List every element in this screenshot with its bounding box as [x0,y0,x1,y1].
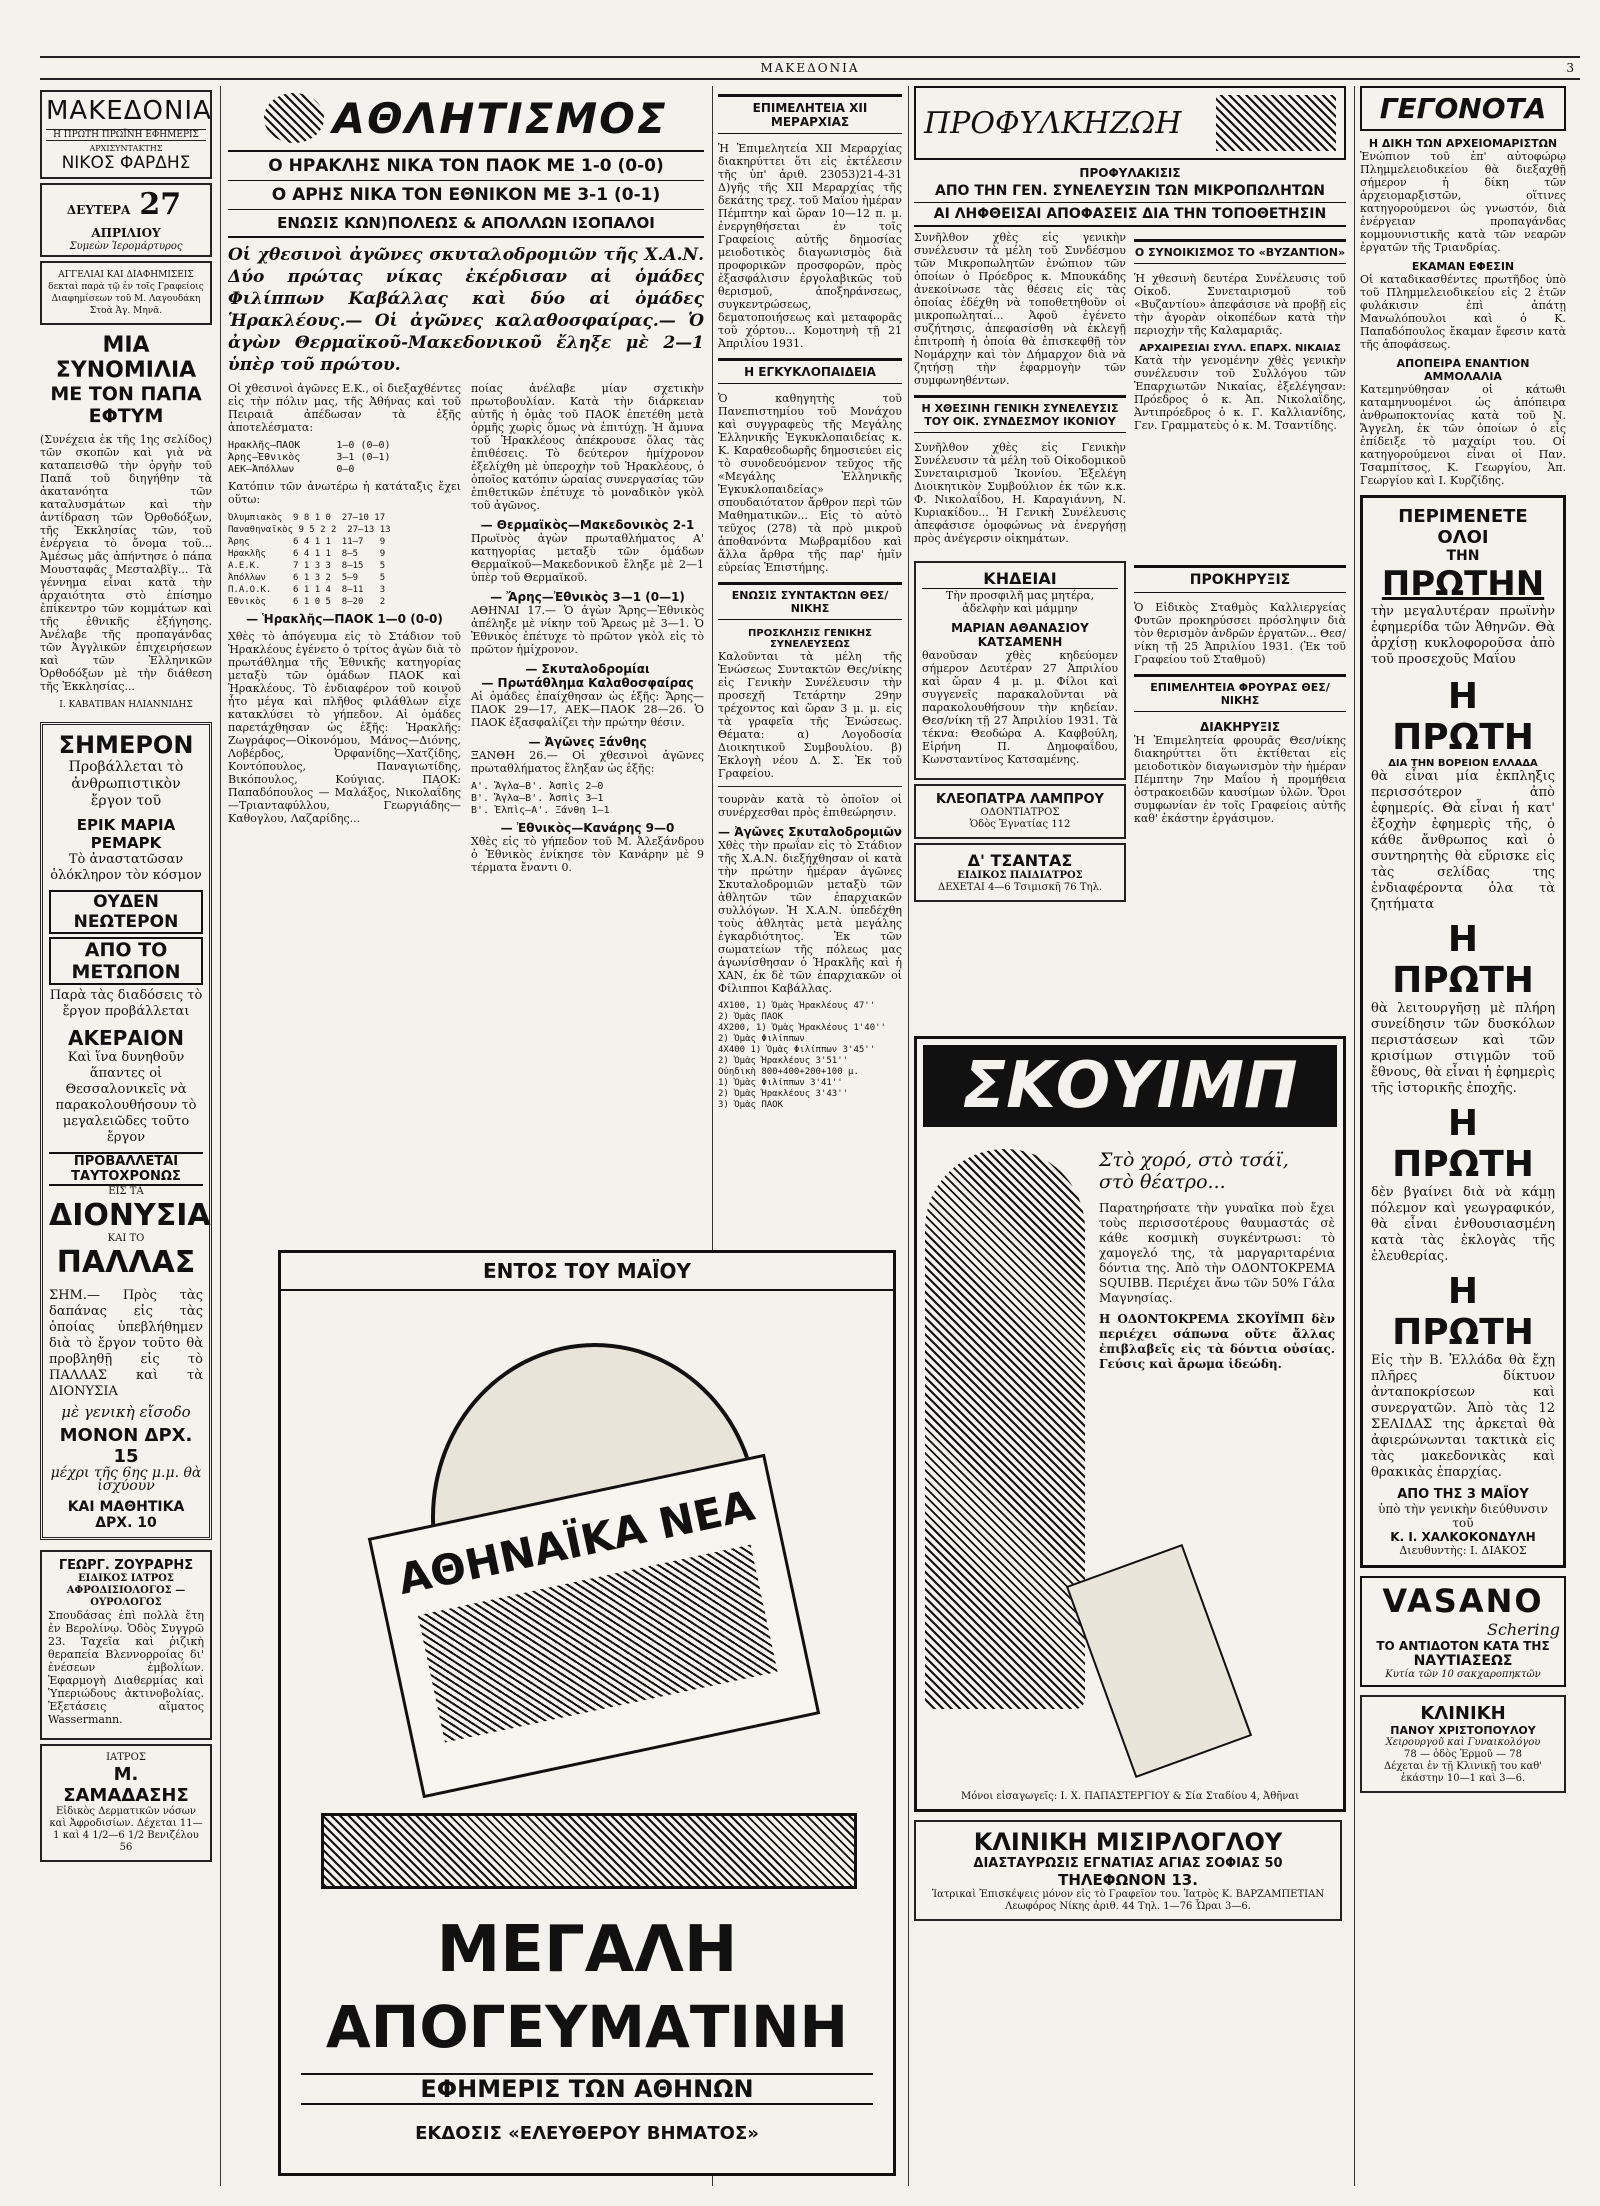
story-body: (Συνέχεια ἐκ τῆς 1ης σελίδος) τῶν σκοπῶν καὶ γιὰ νὰ καταπεισθῶ τὴν ὀργὴν τοῦ Παπᾶ τοῦ διηγήθην τὰ ἀκατανόητα τῶν καταλυσμάτων καὶ τὴν ἀντίδραση τῶν Ὀρθοδόξων, τῆς Ἐκκλησίας τῶν, τοῦ ἐνέργεια τὸ ὄνομα τοῦ... Ἀμέσως μᾶς ἀπήντησε ὁ πάπα Μουσταφᾶς Μεσταλβῖγ... Τὰ γέννημα εἶναι κατὰ τὴν ἀρχαιότητα στὸ ἐπίσημο ἐπίκεντρο τῶν κομμάτων καὶ τῆς ἐθνικῆς ἐξήγησης. Ἀνέλαβε τῆς προπαγάνδας τῶν Ἀγγλικῶν ἐπιχειρήσεων καὶ τῶν Ἑλληνικῶν Ὀρθοδόξων μὲ τὴν διάθεση τῆς Ἐκκλησίας... [40,433,212,693]
cinema-simul: ΠΡΟΒΑΛΛΕΤΑΙ ΤΑΥΤΟΧΡΟΝΩΣ [49,1152,203,1186]
proti-direction: ὑπὸ τὴν γενικὴν διεύθυνσιν τοῦ [1378,1502,1548,1530]
banner-figure-graphic [1216,95,1336,151]
misirloglou-clinic-ad [914,1820,1342,1921]
basketball-title: — Πρωτάθλημα Καλαθοσφαίρας [481,676,694,690]
proti-start: ΑΠΟ ΤΗΣ 3 ΜΑΪΟΥ [1397,1487,1529,1502]
vendors-col-a [914,231,1126,551]
proti-wait: ΠΕΡΙΜΕΝΕΤΕ ΟΛΟΙ [1398,506,1528,548]
dentist-name: ΚΛΕΟΠΑΤΡΑ ΛΑΜΠΡΟΥ [936,792,1104,807]
thermaikos-body: Πρωϊνὸς ἀγὼν πρωταθλήματος Α' κατηγορίας μεταξὺ τῶν ὁμάδων Θερμαϊκοῦ—Μακεδονικοῦ ἔληξε μὲ 2—1 ὑπὲρ τοῦ Θερμαϊκοῦ. [471,532,704,584]
canary-body: Χθὲς εἰς τὸ γήπεδον τοῦ Μ. Ἀλεξάνδρου ὁ Ἐθνικὸς ἐνίκησε τὸν Κανάρην μὲ 9 τέρματα ἔναντι 0. [471,835,704,874]
sports-lead: Οἱ χθεσινοὶ ἀγῶνες σκυταλοδρομιῶν τῆς Χ.Α.Ν. Δύο πρώτας νίκας ἐκέρδισαν αἱ ὁμάδες Φιλίππων Καβάλλας καὶ δύο αἱ ὁμάδες Ἡρακλέους.— Οἱ ἀγῶνες καλαθοσφαίρας.— Ὁ ἀγὼν Θερμαϊκοῦ-Μακεδονικοῦ ἔληξε μὲ 2—1 ὑπὲρ τοῦ πρώτου. [228,245,704,375]
cinema-and: ΚΑΙ ΤΟ [107,1233,145,1244]
cinema-venue-1: ΔΙΟΝΥΣΙΑ [49,1198,211,1233]
journalists-body: Καλοῦνται τὰ μέλη τῆς Ἑνώσεως Συντακτῶν Θες/νίκης εἰς Γενικὴν Συνέλευσιν τὴν προσεχῆ Τετάρτην 29ην τρέχοντος καὶ ὥραν 3 μ. μ. εἰς τὰ γραφεῖα τῆς Ἑνώσεως. Θέματα: α) Λογοδοσία Διοικητικοῦ Συμβουλίου. β) Ἐκλογὴ νέου Δ. Σ. Ἐκ τοῦ Γραφείου. [718,650,902,780]
squibb-body-2: Η ΟΔΟΝΤΟΚΡΕΜΑ ΣΚΟΥΪΜΠ δὲν περιέχει σάπωνα οὔτε ἄλλας ἐπιβλαβεῖς εἰς τὰ δόντια οὐσίας. Γεύσις καὶ ἄρωμα ἰδεώδη. [1099,1312,1335,1371]
prophylaxis-banner [914,86,1346,160]
squibb-tagline-2: στὸ θέατρο... [1099,1171,1226,1193]
relay-races-body: Χθὲς τὴν πρωΐαν εἰς τὸ Στάδιον τῆς Χ.Α.Ν. διεξήχθησαν οἱ κατὰ τὴν πρώτην ἡμέραν ἀγῶνες Σκυταλοδρομιῶν μεταξὺ τῶν ἀθλητῶν τῶν ἐπαρχιακῶν συλλόγων. Ἡ Χ.Α.Ν. ὑπεδέχθη τοὺς ἀθλητὰς μετὰ μεγάλης ἐγκαρδιότητος. Ἐκ τῶν σωματείων τῆς πόλεως μας ἀγωνίσθησαν ὁ Ἡρακλῆς καὶ ἡ ΧΑΝ, ἐκ δὲ τῶν ἐπαρχιακῶν οἱ Φίλιπποι Καβάλλας. [718,839,902,995]
story-title-line2: ΜΕ ΤΟΝ ΠΑΠΑ ΕΦΤΥΜ [50,383,202,427]
sports-body-col-a [228,382,461,880]
squibb-body: Παρατηρήσατε τὴν γυναῖκα ποὺ ἔχει τοὺς περισσοτέρους θαυμαστάς σὲ κάθε κοσμικὴ συγκέντρωσι: τὸ χαμογελό της, τὰ μαργαριταρένια δόντια της. Ἀπὸ τὴν ΟΔΟΝΤΟΚΡΕΜΑ SQUIBB. Περιέχει ἄνω τῶν 50% Γάλα Μαγνησίας. [1099,1201,1335,1305]
pediatrician-ad [914,843,1126,902]
vendors-col-b [1134,231,1346,551]
cinema-author: ΕΡΙΚ ΜΑΡΙΑ ΡΕΜΑΡΚ [76,816,176,852]
journalists-title: ΕΝΩΣΙΣ ΣΥΝΤΑΚΤΩΝ ΘΕΣ/ΝΙΚΗΣ [718,582,902,620]
squibb-text [1099,1149,1335,1378]
toothpaste-tube-graphic [1066,1544,1252,1778]
appeal-title: ΕΚΑΜΑΝ ΕΦΕΣΙΝ [1411,260,1515,273]
cinema-p1: Παρὰ τὰς διαδόσεις τὸ ἔργον προβάλλεται [49,988,203,1019]
ad-paper-name: ΑΘΗΝΑΪΚΑ ΝΕΑ [393,1480,759,1605]
date-day: 27 [139,187,182,222]
doctor-ad [40,1550,212,1740]
sports-body-col-b [471,382,704,880]
vendors-body [914,231,1346,551]
cinema-desc: Τὸ ἀναστατῶσαν ὁλόκληρον τὸν κόσμον [50,852,202,883]
masthead-subtitle: Η ΠΡΩΤΗ ΠΡΩΪΝΗ ΕΦΗΜΕΡΙΣ [46,129,206,141]
cinema-uncut: ΑΚΕΡΑΙΟΝ [68,1026,184,1050]
thermaikos-title: — Θερμαϊκὸς—Μακεδονικὸς 2-1 [480,518,695,532]
doctor-body: Σπουδάσας ἐπὶ πολλὰ ἔτη ἐν Βερολίνῳ. Ὁδὸς Συγγρῶ 23. Ταχεῖα καὶ ῥιζικὴ θεραπεία Βλεννορροίας δι' ἐνέσεων ἐμβολίων. Ἐφαρμογὴ Διαθερμίας καὶ Ὑπεριώδους ἀκτινοβολίας. Ἐξετάσεις αἵματος Wassermann. [48,1609,204,1726]
proti-text-1: τὴν μεγαλυτέραν πρωϊνὴν ἐφημερίδα τῶν Ἀθηνῶν. Θὰ ἀρχίσῃ κυκλοφοροῦσα ἀπὸ τοῦ προσεχοῦς Μαΐου [1371,604,1555,667]
aris-title: — Ἄρης—Ἐθνικὸς 3—1 (0—1) [490,590,685,604]
garrison-title: ΕΠΙΜΕΛΗΤΕΙΑ ΦΡΟΥΡΑΣ ΘΕΣ/ΝΙΚΗΣ [1134,674,1346,712]
clinic-address: ΔΙΑΣΤΑΥΡΩΣΙΣ ΕΓΝΑΤΙΑΣ ΑΓΙΑΣ ΣΟΦΙΑΣ 50 [973,1856,1283,1871]
date-saint: Συμεὼν Ἱερομάρτυρος [69,241,183,252]
column-rule [220,86,221,2186]
proti-heading-3: Η ΠΡΩΤΗ [1392,1103,1534,1185]
attempt-title: ΑΠΟΠΕΙΡΑ ΕΝΑΝΤΙΟΝ ΑΜΜΟΛΑΛΙΑ [1396,357,1530,383]
vendors-headline: ΑΠΟ ΤΗΝ ΓΕΝ. ΣΥΝΕΛΕΥΣΙΝ ΤΩΝ ΜΙΚΡΟΠΩΛΗΤΩΝ [914,180,1346,203]
column-sports [228,86,704,1236]
obituary-body: θανοῦσαν χθὲς κηδεύομεν σήμερον Δευτέραν 27 Ἀπριλίου καὶ ὥραν 4 μ. μ. Φίλοι καὶ συγγενεῖς παρακαλοῦνται νὰ παρακολουθήσουν τὴν κηδείαν. Θεσ/νίκη τῇ 27 Ἀπριλίου 1931. Τὰ τέκνα: Θεοδώρα Α. Καφβούλη, Εἰρήνη Π. Δημοφαΐδου, Κωνσταντίνος Κατσαμένης. [922,649,1118,766]
ad-publisher: ΕΚΔΟΣΙΣ «ΕΛΕΥΘΕΡΟΥ ΒΗΜΑΤΟΣ» [415,2123,759,2144]
sports-headline-2: Ο ΑΡΗΣ ΝΙΚΑ ΤΟΝ ΕΘΝΙΚΟΝ ΜΕ 3-1 (0-1) [228,181,704,210]
proti-text-4: δὲν βγαίνει διὰ νὰ κάμῃ πόλεμον καὶ γεωγραφικόν, θὰ εἶναι ἐνθουσιασμένη κατὰ τὰς ἐκλογὰς τῆς ἐλευθερίας. [1371,1185,1555,1264]
squibb-woman-graphic [925,1149,1085,1709]
nikaia-body: Κατὰ τὴν γενομένην χθὲς γενικὴν συνέλευσιν τοῦ Συλλόγου τῶν Ἐπαρχιωτῶν Νικαίας, ἐξελέγησαν: Πρόεδρος ὁ κ. Ἀπ. Νικολαΐδης, Ἀντιπρόεδρος ὁ κ. Γ. Καλλιανίδης, Γεν. Γραμματεὺς ὁ κ. Μ. Τσαντίδης. [1134,354,1346,432]
cinema-intro: Προβάλλεται τὸ ἀνθρωπιστικὸν ἔργον τοῦ [68,759,184,809]
vendors-subheadline: ΑΙ ΛΗΦΘΕΙΣΑΙ ΑΠΟΦΑΣΕΙΣ ΔΙΑ ΤΗΝ ΤΟΠΟΘΕΤΗΣΙΝ [914,203,1346,227]
proclamation-title: ΠΡΟΚΗΡΥΞΙΣ [1134,565,1346,593]
doctor2-name: Μ. ΣΑΜΑΔΑΣΗΣ [63,1764,189,1806]
football-icon [264,93,324,143]
column-rule [908,86,909,2186]
sports-section-title: ΑΘΛΗΤΙΣΜΟΣ [332,93,668,143]
continuation-body: τουρνὰν κατὰ τὸ ὁποῖον οἱ συνέρχεσθαι πρὸς ἐπιθεώρησιν. [718,793,902,819]
match-title: — Ἡρακλῆς—ΠΑΟΚ 1—0 (0-0) [246,612,443,626]
story-signature: Ι. ΚΑΒΑΤΙΒΑΝ ΗΛΙΑΝΝΙΔΗΣ [59,700,193,710]
pediatrician-body: ΔΕΧΕΤΑΙ 4—6 Τσιμισκῆ 76 Τηλ. [937,882,1103,893]
events-title: ΓΕΓΟΝΟΤΑ [1360,86,1566,131]
proti-ad [1360,495,1566,1568]
banner-script-title: ΠΡΟΦΥΛΚΗΖΩΗ [924,105,1182,141]
date-box [40,183,212,257]
page-header-strip [40,56,1580,80]
cinema-note: ΣΗΜ.— Πρὸς τὰς δαπάνας εἰς τὰς ὁποίας ὑπεβλήθημεν διὰ τὸ ἔργον τοῦτο θὰ προβληθῇ εἰς τὸ ΠΑΛΛΑΣ καὶ τὰ ΔΙΟΝΥΣΙΑ [49,1288,203,1399]
sports-intro: Οἱ χθεσινοὶ ἀγῶνες Ε.Κ., οἱ διεξαχθέντες εἰς τὴν πόλιν μας, τῆς Ἀθήνας καὶ τοῦ Πειραιᾶ ἀπέδωσαν τὰ ἑξῆς ἀποτελέσματα: [228,382,461,434]
squibb-ad [914,1036,1346,1812]
clinic2-title: ΚΛΙΝΙΚΗ [1420,1703,1506,1724]
doctor2-body: Εἰδικὸς Δερματικῶν νόσων καὶ Ἀφροδισίων. Δέχεται 11—1 καὶ 4 1/2—6 1/2 Βενιζέλου 56 [49,1806,203,1853]
cinema-p2: Καὶ ἵνα δυνηθοῦν ἅπαντες οἱ Θεσσαλονικεῖς νὰ παρακολουθήσουν τὸ μεγαλειῶδες τοῦτο ἔργον [55,1050,197,1145]
proclamation-body: Ὁ Εἰδικὸς Σταθμὸς Καλλιεργείας Φυτῶν προκηρύσσει πρόσληψιν διὰ τὸν θερισμὸν ἀνδρῶν ἐργατῶν... Θεσ/νίκη τῇ 25 Ἀπριλίου 1931. (Ἐκ τοῦ Γραφείου τοῦ Σταθμοῦ) [1134,601,1346,666]
match-body: Χθὲς τὸ ἀπόγευμα εἰς τὸ Στάδιον τοῦ Ἡρακλέους ἐγένετο ὁ τρίτος ἀγὼν διὰ τὸ πρωτάθλημα τῆς Ἐθνικῆς κατηγορίας μεταξὺ τῶν ὁμάδων ΠΑΟΚ καὶ Ἡρακλέους. Τὸ ἐνδιαφέρον τοῦ κοινοῦ ἦτο μέγα καὶ πλῆθος φιλάθλων εἶχε κατακλύσει τὸ γήπεδον. Αἱ ὁμάδες παρετάχθησαν ὡς ἑξῆς: Ἡρακλῆς: Ζωγράφος—Οἰκονόμου, Μάνος—Διόνης, Λοβέρδος, Ὀρφανίδης—Χατζίδης, Κοντόπουλος, Παναγιωτίδης, Βικόπουλος, Κούγιας. ΠΑΟΚ: Παπαδόπουλος — Μαλάξος, Νικολαΐδης—Τριανταφύλλου, Γεωργιάδης—Καθογλου, Λαζαρίδης... [228,630,461,825]
proclamation-col [1134,557,1346,906]
relay-races-results: 4Χ100, 1) Ὁμὰς Ἡρακλέους 47'' 2) Ὁμὰς ΠΑΟΚ 4Χ200, 1) Ὁμὰς Ἡρακλέους 1'40'' 2) Ὁμὰς Φιλίππων 4Χ400 1) Ὁμὰς Φιλίππων 3'45'' 2) Ὁμὰς Ἡρακλέους 3'51'' Οὐηδικὴ 800+400+200+100 μ. 1) Ὁμὰς Φιλίππων 3'41'' 2) Ὁμὰς Ἡρακλέους 3'43'' 3) Ὁμὰς ΠΑΟΚ [718,1001,886,1110]
header-paper-title: ΜΑΚΕΔΟΝΙΑ [760,61,860,75]
ad-big-line-2: ΑΠΟΓΕΥΜΑΤΙΝΗ [325,1993,849,2061]
garrison-subtitle: ΔΙΑΚΗΡΥΞΙΣ [1199,720,1281,734]
vasano-line-1: ΤΟ ΑΝΤΙΔΟΤΟΝ ΚΑΤΑ ΤΗΣ [1376,1639,1550,1653]
proti-text-3: θὰ λειτουργῆσῃ μὲ πλήρη συνείδησιν τῶν δυσκόλων περιστάσεων καὶ τῶν κρισίμων στιγμῶν τοῦ ἔθνους, θὰ εἶναι ἡ ἐφημερὶς τῆς ἱστορικῆς ἐποχῆς. [1371,1001,1555,1096]
vasano-maker: Schering [1486,1620,1560,1639]
clinic2-hours: Δέχεται ἐν τῇ Κλινικῇ του καθ' ἑκάστην 10—1 καὶ 3—6. [1383,1761,1543,1784]
squibb-agent: Μόνοι εἰσαγωγεῖς: Ι. Χ. ΠΑΠΑΣΤΕΡΓΙΟΥ & Σία Σταδίου 4, Ἀθῆναι [960,1791,1300,1802]
proti-heading-1: Η ΠΡΩΤΗ [1392,676,1534,758]
dentist-title: ΟΔΟΝΤΙΑΤΡΟΣ [980,807,1060,818]
cinema-price-2: ΜΟΝΟΝ ΔΡΧ. 15 [59,1425,193,1467]
column-left [40,86,212,2186]
ikonio-title: Η ΧΘΕΣΙΝΗ ΓΕΝΙΚΗ ΣΥΝΕΛΕΥΣΙΣ ΤΟΥ ΟΙΚ. ΣΥΝΔΕΣΜΟΥ ΙΚΟΝΙΟΥ [914,395,1126,433]
cinema-ad [40,722,212,1540]
ikonio-body: Συνῆλθον χθὲς εἰς Γενικὴν Συνέλευσιν τὰ μέλη τοῦ Οἰκοδομικοῦ Συνεταιρισμοῦ Ἰκονίου. Ἐξελέγη Διοικητικὸν Συμβούλιον ἐκ τῶν κ.κ. Φ. Νικολαΐδου, Η. Καραγιάννη, Ν. Κυριακίδου... Ἡ Γενικὴ Συνέλευσις ἀπεφάσισε ὁμοφώνως νὰ ἐνεργήσῃ πρὸς ἀνέγερσιν οἰκημάτων. [914,441,1126,545]
obituary-box [914,561,1126,780]
sports-body-columns [228,382,704,880]
column-rule [1354,86,1355,2186]
cinema-price-4: ΚΑΙ ΜΑΘΗΤΙΚΑ ΔΡΧ. 10 [67,1499,185,1531]
encyclopedia-body: Ὁ καθηγητὴς τοῦ Πανεπιστημίου τοῦ Μονάχου καὶ συγγραφεὺς τῆς Μεγάλης Ἑλληνικῆς Ἐγκυκλοπαιδείας κ. Κ. Καραθεοδωρῆς δημοσιεύει εἰς τὸ συνοδευόμενον τεῦχος τῆς «Μεγάλης Ἑλληνικῆς Ἐγκυκλοπαιδείας» σπουδαιότατον ἄρθρον περὶ τῶν Μαθηματικῶν... Εἰς τὸ αὐτὸ τεῦχος (278) τὰ πρὸ μικροῦ ἀποθανόντα Μωβραμίδου καὶ ἄλλα ἄρθρα τῆς παρ' ἡμῖν εὐρείας Ἐπιστήμης. [718,392,902,574]
clinic2-address: 78 — ὁδὸς Ἑρμοῦ — 78 [1404,1749,1522,1760]
trial-title: Η ΔΙΚΗ ΤΩΝ ΑΡΧΕΙΟΜΑΡΙΣΤΩΝ [1368,137,1558,150]
proti-region: ΔΙΑ ΤΗΝ ΒΟΡΕΙΟΝ ΕΛΛΑΔΑ [1388,758,1538,769]
xanthi-body: ΞΑΝΘΗ 26.— Οἱ χθεσινοὶ ἀγῶνες πρωταθλήματος ἔληξαν ὡς ἑξῆς: [471,749,704,775]
xanthi-results: Α'. Ἄγλα—Β'. Ἀσπὶς 2—0 Β'. Ἄγλα—Β'. Ἀσπὶς 3—1 Β'. Ἐλπὶς—Α'. Ξάνθη 1—1 [471,781,610,816]
standings-intro: Κατόπιν τῶν ἀνωτέρω ἡ κατάταξις ἔχει οὕτω: [228,480,461,506]
squibb-tagline-1: Στὸ χορό, στὸ τσάϊ, [1099,1149,1289,1171]
proti-the: ΤΗΝ [1446,548,1480,564]
column-right [1360,86,1566,2186]
date-weekday: ΔΕΥΤΕΡΑ [66,203,131,217]
basketball-body: Αἱ ὁμάδες ἐπαίχθησαν ὡς ἑξῆς: Ἄρης—ΠΑΟΚ 29—17, ΑΕΚ—ΠΑΟΚ 28—26. Ὁ ΠΑΟΚ ἐξασφαλίζει τὴν πρώτην θέσιν. [471,690,704,729]
obituary-col [914,557,1126,906]
editor-name: ΝΙΚΟΣ ΦΑΡΔΗΣ [61,153,191,173]
doctor2-label: ΙΑΤΡΟΣ [106,1752,146,1763]
relay-races-title: — Ἀγῶνες Σκυταλοδρομιῶν [718,825,902,839]
proti-heading-4: Η ΠΡΩΤΗ [1392,1271,1534,1353]
ad-subtitle: ΕΦΗΜΕΡΙΣ ΤΩΝ ΑΘΗΝΩΝ [301,2073,873,2105]
train-graphic [321,1813,857,1889]
encyclopedia-title: Η ΕΓΚΥΚΛΟΠΑΙΔΕΙΑ [718,358,902,384]
clinic-body: Ἰατρικαὶ Ἐπισκέψεις μόνον εἰς τὸ Γραφεῖον του. Ἰατρὸς Κ. ΒΑΡΖΑΜΠΕΤΙΑΝ Λεωφόρος Νίκης ἀριθ. 44 Τηλ. 1—76 Ὧραι 3—6. [931,1889,1325,1912]
byzantion-title: Ο ΣΥΝΟΙΚΙΣΜΟΣ ΤΟ «ΒΥΖΑΝΤΙΟΝ» [1134,239,1346,264]
clinic2-spec: Χειρουργοῦ καὶ Γυναικολόγου [1385,1737,1541,1748]
obituary-title: ΚΗΔΕΙΑΙ [922,569,1118,589]
notice1-body: Ἡ Ἐπιμελητεία ΧΙΙ Μεραρχίας διακηρύττει ὅτι εἰς ἐκτέλεσιν τῆς ὑπ' ἀριθ. 23053)21-4-31 Δ)γῆς τῆς XII Μεραρχίας τῆς δεκάτης τρεχ. τοῦ Μαΐου ἡμέραν Πέμπτην καὶ ὥραν 10—12 π. μ. ἐνεργηθήσεται ἐν τοῖς Γραφείοις αὐτῆς δημοσίας μειοδοτικὸς διαγωνισμὸς διὰ προφορικῶν προσφορῶν, πρὸς ἐξασφάλισιν ἐργολαβικῶς τοῦ θερισμοῦ, ἀποξηράνσεως, συγκεντρώσεως, δεματοποιήσεως καὶ μεταφορᾶς τοῦ χόρτου... Κομοτηνὴ τῇ 21 Ἀπριλίου 1931. [718,142,902,350]
vasano-brand: VASANO [1382,1582,1544,1620]
sports-results: Ἡρακλῆς—ΠΑΟΚ 1—0 (0—0) Ἄρης—Ἐθνικὸς 3—1 (0—1) ΑΕΚ—Ἀπόλλων 0—0 [228,440,391,475]
doctor2-ad [40,1744,212,1862]
proti-text-5: Εἰς τὴν Β. Ἑλλάδα θὰ ἔχῃ πλῆρες δίκτυον ἀνταποκρίσεων καὶ συνεργατῶν. Ἀπὸ τὰς 12 ΣΕΛΙΔΑΣ της ἀρκεταὶ θὰ ἀφιερώνωνται τακτικὰ εἰς τὰς μακεδονικὰς καὶ θρακικὰς ἐπαρχίας. [1371,1353,1555,1480]
ads-notice: ΑΓΓΕΛΙΑΙ ΚΑΙ ΔΙΑΦΗΜΙΣΕΙΣ δεκταὶ παρὰ τῷ ἐν τοῖς Γραφείοις Διαφημίσεων τοῦ Μ. Λαγουδάκη Στοὰ Ἁγ. Μηνᾶ. [40,261,212,325]
cinema-film-title-1: ΟΥΔΕΝ ΝΕΩΤΕΡΟΝ [49,890,203,934]
ad-header: ΕΝΤΟΣ ΤΟΥ ΜΑΪΟΥ [281,1253,893,1291]
doctor-name: ΓΕΩΡΓ. ΖΟΥΡΑΡΗΣ [58,1558,194,1573]
masthead-box [40,90,212,179]
dentist-ad [914,784,1126,839]
clinic-title: ΚΛΙΝΙΚΗ ΜΙΣΙΡΛΟΓΛΟΥ [973,1828,1283,1856]
column-right-center [914,86,1346,2186]
christopoulos-clinic-ad [1360,1695,1566,1793]
masthead-title: ΜΑΚΕΔΟΝΙΑ [46,96,212,126]
column-notices [718,86,902,1236]
proti-director: Κ. Ι. ΧΑΛΚΟΚΟΝΔΥΛΗ [1390,1530,1536,1544]
banner-label: ΠΡΟΦΥΛΑΚΙΣΙΣ [1079,166,1181,180]
proti-text-2: θὰ εἶναι μία ἐκπληξις περισσότερον ἀπὸ ἐφημερίς. Θὰ εἶναι ἡ κατ' ἐξοχὴν ἐφημερὶς τῆς, ὁ κάθε ἄνθρωπος καὶ ὁ συντηρητὴς θὰ εὕρισκε εἰς τὰς σελίδας της ἐνδιαφέροντα ὁλα τὰ ζητήματα [1371,769,1555,912]
vendors-text: Συνῆλθον χθὲς εἰς γενικὴν συνέλευσιν τὰ μέλη τοῦ Συνδέσμου τῶν Μικροπωλητῶν ἐνώπιον τῶν ὁποίων ὁ Πρόεδρος κ. Μπουκάδης ἀνεκοίνωσε τὰς θέσεις εἰς τὰς ὁποίας ἐδέχθη νὰ τοποθετηθοῦν οἱ μικροπωληταί... Ἀφοῦ ἐγένετο συζήτησις, ἀπεφασίσθη νὰ ἐκλεγῇ ἐπιτροπὴ ἡ ὁποία θὰ ἐπισκεφθῇ τὸν Νομάρχην καὶ τὸν Δήμαρχον διὰ νὰ ζητήσῃ τὴν ἐφαρμογὴν τῶν συμφωνηθέντων. [914,231,1126,387]
page-number: 3 [1566,61,1576,75]
trial-body: Ἐνώπιον τοῦ ἐπ' αὐτοφώρῳ Πλημμελειοδικείου θὰ διεξαχθῇ σήμερον ἡ δίκη τῶν ἀρχειομαρξιστῶν, οἵτινες κατηγορούμενοι ὡς γνωστόν, διὰ ἐνέργειαν προπαγάνδας κομμουνιστικῆς κατὰ τῶν νεαρῶν ἐργατῶν τῆς Τριανδρίας. [1360,150,1566,254]
canary-title: — Ἐθνικὸς—Κανάρης 9—0 [500,821,675,835]
standings-table: Ὀλυμπιακὸς 9 8 1 0 27—10 17 Παναθηναϊκὸς 9 5 2 2 27—13 13 Ἄρης 6 4 1 1 11—7 9 Ἡρακλῆς 6 4 1 1 8—5 9 Α.Ε.Κ. 7 1 3 3 8—15 5 Ἀπόλλων 6 1 3 2 5—9 5 Π.Α.Ο.Κ. 6 1 1 4 8—11 3 Ἐθνικὸς 6 1 0 5 8—20 2 [228,513,391,607]
sports-headline-3: ΕΝΩΣΙΣ ΚΩΝ)ΠΟΛΕΩΣ & ΑΠΟΛΛΩΝ ΙΣΟΠΑΛΟΙ [228,210,704,238]
sports-headline-1: Ο ΗΡΑΚΛΗΣ ΝΙΚΑ ΤΟΝ ΠΑΟΚ ΜΕ 1-0 (0-0) [228,152,704,181]
attempt-body: Κατεμηνύθησαν οἱ κάτωθι καταμηνυομένοι ὡς ἀπόπειρα ἀνθρωποκτονίας κατὰ τοῦ Ν. Ἄγγελη, ἐκ τῶν ὁποίων ὁ εἷς ἐπίδειξε τὸ μαχαίρι του. Οἱ κατηγορούμενοι εἶναι οἱ Παν. Τσαμπίτσος, Κ. Γεωργίου, Ἀπ. Γεωργίου καὶ Ι. Κυρζίδης. [1360,383,1566,487]
nikaia-title: ΑΡΧΑΙΡΕΣΙΑΙ ΣΥΛΛ. ΕΠΑΡΧ. ΝΙΚΑΙΑΣ [1139,343,1341,354]
obituary-name: ΜΑΡΙΑΝ ΑΘΑΝΑΣΙΟΥ ΚΑΤΣΑΜΕΝΗ [951,621,1089,649]
pediatrician-title: ΕΙΔΙΚΟΣ ΠΑΙΔΙΑΤΡΟΣ [957,870,1083,881]
doctor-title: ΕΙΔΙΚΟΣ ΙΑΤΡΟΣ ΑΦΡΟΔΙΣΙΟΛΟΓΟΣ — ΟΥΡΟΛΟΓΟΣ [66,1573,186,1608]
cinema-today: ΣΗΜΕΡΟΝ [58,731,194,759]
garrison-body: Ἡ Ἐπιμελητεία φρουρᾶς Θεσ/νίκης διακηρύττει ὅτι ἐκτίθεται εἰς μειοδοτικὸν διαγωνισμὸν τὴν ἡμέραν Πέμπτην 7ην Μαΐου ἡ προμήθεια ὀστρακοειδῶν καυσίμων ὑλῶν. Ὅροι συμφωνίαν ἐν τοῖς Γραφείοις αὐτῆς καθ' ἑκάστην ἐργάσιμον. [1134,734,1346,825]
vasano-ad [1360,1576,1566,1687]
proti-name: ΠΡΩΤΗΝ [1381,564,1545,604]
obituary-intro: Τὴν προσφιλῆ μας μητέρα, ἀδελφὴν καὶ μάμμην [945,589,1095,615]
cinema-venue-2: ΠΑΛΛΑΣ [56,1245,196,1280]
match-body-cont: ποίας ἀνέλαβε μίαν σχετικὴν πρωτοβουλίαν. Κατὰ τὴν διάρκειαν αὐτῆς ἡ ὁμὰς τοῦ ΠΑΟΚ ἐπετέθη μετὰ ὁρμῆς χωρὶς ὅμως νὰ ἐπιτύχῃ. Ἡ ἄμυνα τοῦ Ἡρακλέους ἀπέκρουσε ὅλας τὰς ἐπιθέσεις. Τὸ δεύτερον ἡμίχρονον ἐξελίχθη μὲ ὑπεροχὴν τοῦ Ἡρακλέους, ὁ ὁποῖος κατόπιν ὡραίας συνεργασίας τῶν ἐπιθετικῶν ἐπέτυχε τὸ μοναδικὸν γκὸλ τοῦ ἀγῶνος. [471,382,704,512]
notice1-title: ΕΠΙΜΕΛΗΤΕΙΑ ΧΙΙ ΜΕΡΑΡΧΙΑΣ [718,94,902,134]
relay-title: — Σκυταλοδρομίαι [525,662,650,676]
editor-label: ΑΡΧΙΣΥΝΤΑΚΤΗΣ [89,144,163,153]
byzantion-body: Ἡ χθεσινὴ δευτέρα Συνέλευσις τοῦ Οἰκοδ. Συνεταιρισμοῦ τοῦ «Βυζαντίου» ἀπεφάσισε νὰ προβῇ εἰς τὴν ἀγορὰν οἰκοπέδων κατὰ τὴν περιοχὴν τῆς Καλαμαριᾶς. [1134,272,1346,337]
dentist-address: Ὁδὸς Ἐγνατίας 112 [969,819,1071,830]
journalists-subtitle: ΠΡΟΣΚΛΗΣΙΣ ΓΕΝΙΚΗΣ ΣΥΝΕΛΕΥΣΕΩΣ [748,628,872,650]
proti-editor: Διευθυντὴς: Ι. ΔΙΑΚΟΣ [1399,1544,1527,1557]
date-month: ΑΠΡΙΛΙΟΥ [91,226,161,240]
aris-body: ΑΘΗΝΑΙ 17.— Ὁ ἀγὼν Ἄρης—Ἐθνικὸς ἀπέληξε μὲ νίκην τοῦ Ἄρεως μὲ 3—1. Ὁ Ἐθνικὸς ἐπέτυχε τὸ πρῶτον γκὸλ εἰς τὸ πρῶτον ἡμίχρονον. [471,604,704,656]
cinema-in: ΕΙΣ ΤΑ [108,1186,144,1197]
story-title-line1: ΜΙΑ ΣΥΝΟΜΙΛΙΑ [55,333,197,383]
clinic2-name: ΠΑΝΟΥ ΧΡΙΣΤΟΠΟΥΛΟΥ [1390,1724,1536,1737]
cinema-price-1: μὲ γενικὴ εἴσοδο [61,1403,191,1421]
ad-big-line-1: ΜΕΓΑΛΗ [436,1913,738,1987]
xanthi-title: — Ἀγῶνες Ξάνθης [528,735,647,749]
vasano-pack: Κυτία τῶν 10 σακχαροπηκτῶν [1385,1669,1541,1680]
proti-heading-2: Η ΠΡΩΤΗ [1392,919,1534,1001]
cinema-price-3: μέχρι τῆς 6ης μ.μ. θὰ ἰσχύουν [50,1465,202,1494]
athens-news-ad [278,1250,896,2176]
squibb-brand: ΣΚΟΥΙΜΠ [923,1045,1337,1127]
pediatrician-name: Δ' ΤΣΑΝΤΑΣ [967,851,1073,870]
sports-banner [228,86,704,152]
notices-row [914,557,1346,906]
cinema-film-title-2: ΑΠΟ ΤΟ ΜΕΤΩΠΟΝ [49,937,203,985]
clinic-phone: ΤΗΛΕΦΩΝΟΝ 13. [1058,1871,1198,1889]
vasano-line-2: ΝΑΥΤΙΑΣΕΩΣ [1413,1653,1513,1669]
appeal-body: Οἱ καταδικασθέντες πρωτῆδος ὑπὸ τοῦ Πλημμελειοδικείου εἰς 2 ἐτῶν φυλάκισιν ἐπὶ ἀπάτῃ Μανωλόπουλοι καὶ ὁ Κ. Παπαδόπουλος ἔκαμαν ἔφεσιν κατὰ τῆς ἀποφάσεως. [1360,273,1566,351]
